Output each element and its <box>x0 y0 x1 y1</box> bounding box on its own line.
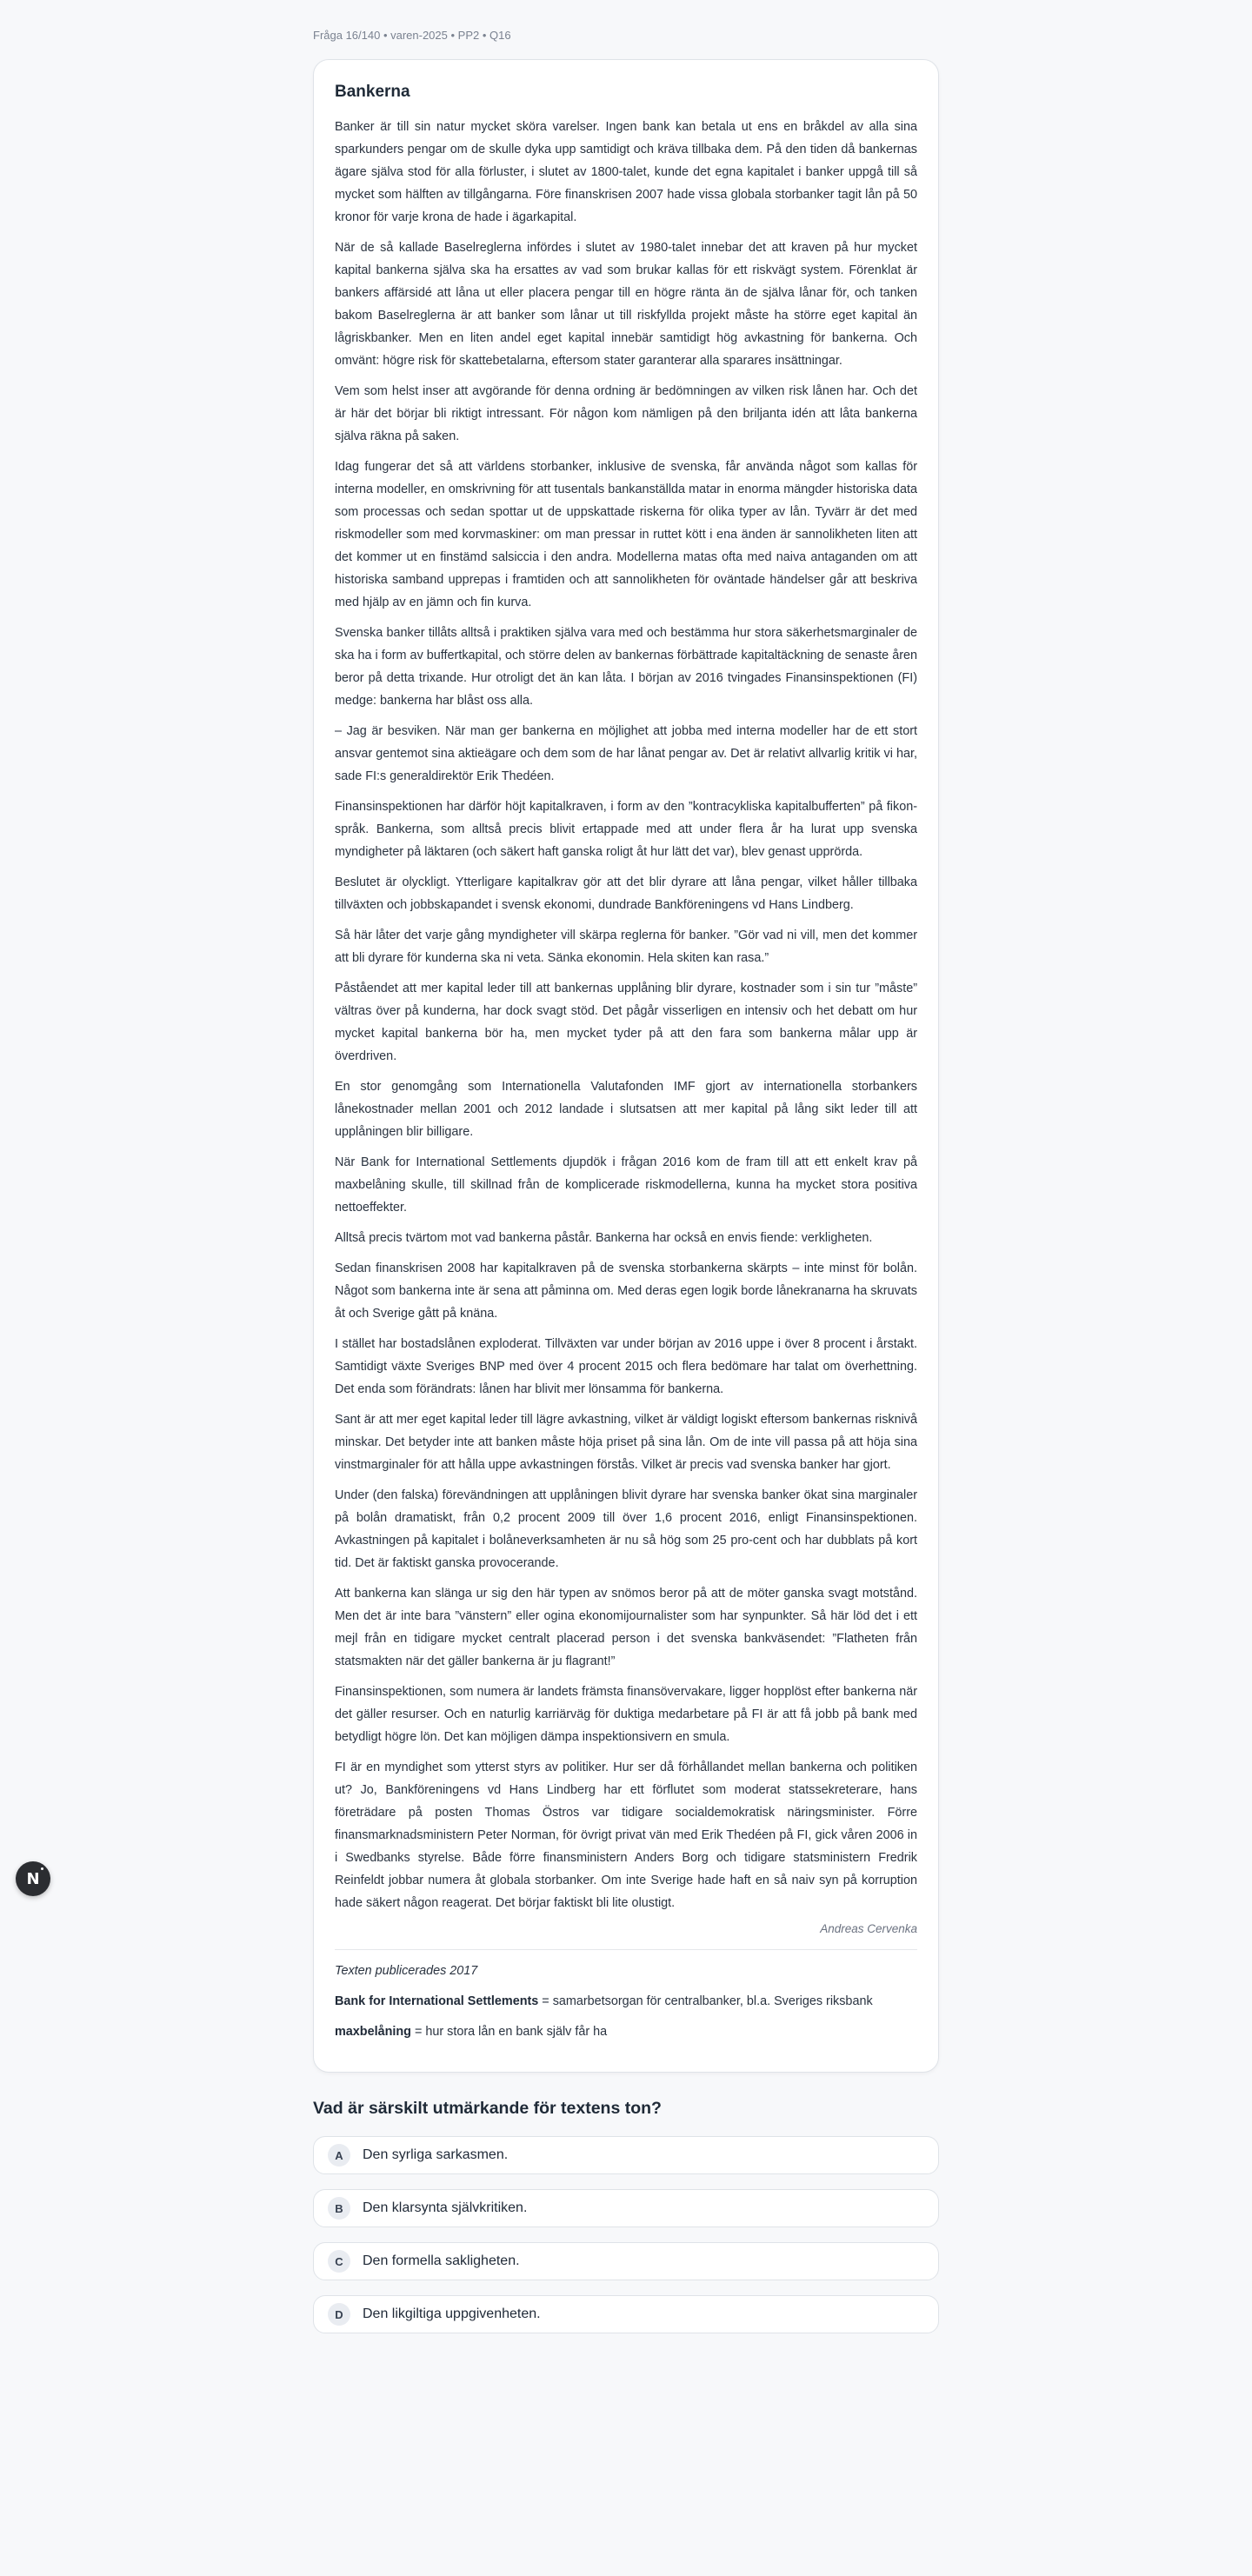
passage-title: Bankerna <box>335 83 410 101</box>
passage-paragraph: När de så kallade Baselreglerna infördes i slutet av 1980-talet innebar det att kraven på hur mycket kapital bankerna själva ska ha ersattes av vad som brukar kallas för ett riskvägt system. Förenklat är bankers affärsidé att låna ut eller placera pengar till en högre ränta än de själva lånar för, och tanken bakom Baselreglerna är att banker som lånar ut till riskfyllda projekt måste ha större eget kapital än lågriskbanker. Men en liten andel eget kapital innebär samtidigt hög avkastning för bankerna. Och omvänt: högre risk för skattebetalarna, eftersom stater garanterar alla sparares insättningar. <box>335 241 917 368</box>
passage-paragraph: Svenska banker tillåts alltså i praktiken själva vara med och bestämma hur stora säkerhetsmarginaler de ska ha i form av buffertkapital, och större delen av bankernas förbättrade kapitaltäckning de senaste åren beror på detta trixande. Hur otroligt det än kan låta. I början av 2016 tvingades Finansinspektionen (FI) medge: bankerna har blåst oss alla. <box>335 626 917 708</box>
passage-paragraph: När Bank for International Settlements djupdök i frågan 2016 kom de fram till att ett enkelt krav på maxbelåning skulle, till skillnad från de komplicerade riskmodellerna, kunna ha mycket stora positiva nettoeffekter. <box>335 1155 917 1215</box>
passage-paragraph: En stor genomgång som Internationella Valutafonden IMF gjort av internationella storbankers lånekostnader mellan 2001 och 2012 landade i slutsatsen att mer kapital på lång sikt leder till att upplåningen blir billigare. <box>335 1080 917 1139</box>
option-letter-badge: B <box>328 2197 350 2220</box>
passage-paragraph: – Jag är besviken. När man ger bankerna en möjlighet att jobba med interna modeller har de ett stort ansvar gentemot sina aktieägare och dem som de har lånat pengar av. Det är relativt allvarlig kritik vi har, sade FI:s generaldirektör Erik Thedéen. <box>335 724 917 783</box>
passage-paragraph: Finansinspektionen, som numera är landets främsta finansövervakare, ligger hopplöst efter bankerna när det gäller resurser. Och en naturlig karriärväg för duktiga medarbetare på FI är att få jobb på bank med betydligt högre lön. Det kan möjligen dämpa inspektionsivern en smula. <box>335 1685 917 1744</box>
passage-paragraph: Idag fungerar det så att världens storbanker, inklusive de svenska, får använda något som kallas för interna modeller, en omskrivning för att tusentals bankanställda matar in enorma mängder historiska data som processas och sedan spottar ut de uppskattade riskerna för olika typer av lån. Tyvärr är det med riskmodeller som med korvmaskiner: om man pressar in ruttet kött i ena änden är sannolikheten liten att det kommer ut en finstämd salsiccia i den andra. Modellerna matas ofta med naiva antaganden om att historiska samband upprepas i framtiden och att sannolikheten för oväntade händelser går att beskriva med hjälp av en jämn och fin kurva. <box>335 460 917 609</box>
passage-paragraph: Sant är att mer eget kapital leder till lägre avkastning, vilket är väldigt logiskt eftersom bankernas risknivå minskar. Det betyder inte att banken måste höja priset på sina lån. Om de inte vill passa på att höja sina vinstmarginaler för att hålla uppe avkastningen förstås. Vilket är precis vad svenska banker har gjort. <box>335 1413 917 1472</box>
floating-assistant-button[interactable] <box>16 1861 50 1896</box>
reading-passage-card <box>313 59 939 2073</box>
glossary <box>335 1990 917 2043</box>
option-letter-badge: A <box>328 2144 350 2167</box>
passage-paragraph: FI är en myndighet som ytterst styrs av politiker. Hur ser då förhållandet mellan bankerna och politiken ut? Jo, Bankföreningens vd Hans Lindberg har ett förflutet som moderat statssekreterare, hans företrädare på posten Thomas Östros var tidigare socialdemokratisk näringsminister. Förre finansmarknadsministern Peter Norman, för övrigt privat vän med Erik Thedéen på FI, gick våren 2006 in i Swedbanks styrelse. Både förre finansministern Anders Borg och tidigare statsministern Fredrik Reinfeldt jobbar numera åt globala storbanker. Om inte Sverige hade haft en så naiv syn på korruption hade säkert någon reagerat. Det börjar faktiskt bli lite olustigt. <box>335 1761 917 1910</box>
glossary-definition: = samarbetsorgan för centralbanker, bl.a. Sveriges riksbank <box>538 1994 873 2008</box>
passage-paragraph: Beslutet är olyckligt. Ytterligare kapitalkrav gör att det blir dyrare att låna pengar, vilket håller tillbaka tillväxten och jobbskapandet i svensk ekonomi, dundrade Bankföreningens vd Hans Lindberg. <box>335 875 917 912</box>
divider <box>335 1949 917 1950</box>
passage-paragraph: Banker är till sin natur mycket sköra varelser. Ingen bank kan betala ut ens en bråkdel av alla sina sparkunders pengar om de skulle dyka upp samtidigt och kräva tillbaka dem. På den tiden då bankernas ägare själva stod för alla förluster, i slutet av 1800-talet, kunde det egna kapitalet i banker uppgå till så mycket som hälften av tillgångarna. Före finanskrisen 2007 hade vissa globala storbanker tagit lån på 50 kronor för varje krona de hade i ägarkapital. <box>335 120 917 224</box>
passage-paragraph: I stället har bostadslånen exploderat. Tillväxten var under början av 2016 uppe i över 8 procent i årstakt. Samtidigt växte Sveriges BNP med över 4 procent 2015 och flera bedömare har talat om överhettning. Det enda som förändrats: lånen har blivit mer lönsamma för bankerna. <box>335 1337 917 1396</box>
glossary-term: maxbelåning <box>335 2025 411 2039</box>
answer-option-a[interactable] <box>313 2136 939 2174</box>
passage-paragraph: Under (den falska) förevändningen att upplåningen blivit dyrare har svenska banker ökat sina marginaler på bolån dramatiskt, från 0,2 procent 2009 till över 1,6 procent 2016, enligt Finansinspektionen. Avkastningen på kapitalet i bolåneverksamheten är nu så hög som 25 pro-cent och har dubblats på kort tid. Det är faktiskt ganska provocerande. <box>335 1488 917 1570</box>
passage-paragraph: Så här låter det varje gång myndigheter vill skärpa reglerna för banker. ”Gör vad ni vill, men det kommer att bli dyrare för kunderna ska ni veta. Sänka ekonomin. Hela skiten kan rasa.” <box>335 929 917 965</box>
passage-paragraph: Vem som helst inser att avgörande för denna ordning är bedömningen av vilken risk lånen har. Och det är här det börjar bli riktigt intressant. För någon kom nämligen på den briljanta idén att låta bankerna själva räkna på saken. <box>335 384 917 443</box>
passage-paragraph: Finansinspektionen har därför höjt kapitalkraven, i form av den ”kontracykliska kapitalbufferten” på fikon-språk. Bankerna, som alltså precis blivit ertappade med att under flera år ha lurat upp svenska myndigheter på läktaren (och säkert haft ganska roligt åt hur lätt det var), blev genast upprörda. <box>335 800 917 859</box>
glossary-entry <box>335 1990 917 2013</box>
answer-option-d[interactable] <box>313 2295 939 2333</box>
glossary-entry <box>335 2020 917 2043</box>
option-text: Den likgiltiga uppgivenheten. <box>363 2306 541 2321</box>
question-meta: Fråga 16/140 • varen-2025 • PP2 • Q16 <box>313 29 511 42</box>
option-letter-badge: C <box>328 2250 350 2273</box>
passage-author: Andreas Cervenka <box>820 1922 917 1935</box>
published-note: Texten publicerades 2017 <box>335 1964 478 1978</box>
page-container <box>313 0 939 2348</box>
option-text: Den syrliga sarkasmen. <box>363 2147 509 2162</box>
passage-paragraph: Alltså precis tvärtom mot vad bankerna påstår. Bankerna har också en envis fiende: verkligheten. <box>335 1231 873 1245</box>
passage-paragraph: Sedan finanskrisen 2008 har kapitalkraven på de svenska storbankerna skärpts – inte minst för bolån. Något som bankerna inte är sena att påminna om. Med deras egen logik borde lånekranarna ha skruvats åt och Sverige gått på knäna. <box>335 1261 917 1321</box>
answer-options <box>313 2136 939 2333</box>
answer-option-c[interactable] <box>313 2242 939 2280</box>
passage-body <box>335 116 917 1914</box>
passage-paragraph: Påståendet att mer kapital leder till att bankernas upplåning blir dyrare, kostnader som i sin tur ”måste” vältras över på kunderna, har dock svagt stöd. Det pågår visserligen en intensiv och het debatt om hur mycket kapital bankerna bör ha, men mycket tyder på att den fara som bankerna målar upp är överdriven. <box>335 982 917 1063</box>
notification-dot <box>41 1867 43 1870</box>
option-text: Den formella sakligheten. <box>363 2253 520 2268</box>
glossary-definition: = hur stora lån en bank själv får ha <box>410 2025 608 2039</box>
answer-option-b[interactable] <box>313 2189 939 2227</box>
passage-paragraph: Att bankerna kan slänga ur sig den här typen av snömos beror på att de möter ganska svagt motstånd. Men det är inte bara ”vänstern” eller ogina ekonomijournalister som har synpunkter. Så här löd det i ett mejl från en tidigare mycket centralt placerad person i det svenska bankväsendet: ”Flatheten från statsmakten när det gäller bankerna är ju flagrant!” <box>335 1587 917 1668</box>
option-letter-badge: D <box>328 2303 350 2326</box>
option-text: Den klarsynta självkritiken. <box>363 2200 528 2215</box>
question-text: Vad är särskilt utmärkande för textens ton? <box>313 2099 662 2118</box>
notion-n-icon: N <box>26 1870 39 1888</box>
glossary-term: Bank for International Settlements <box>335 1994 539 2008</box>
